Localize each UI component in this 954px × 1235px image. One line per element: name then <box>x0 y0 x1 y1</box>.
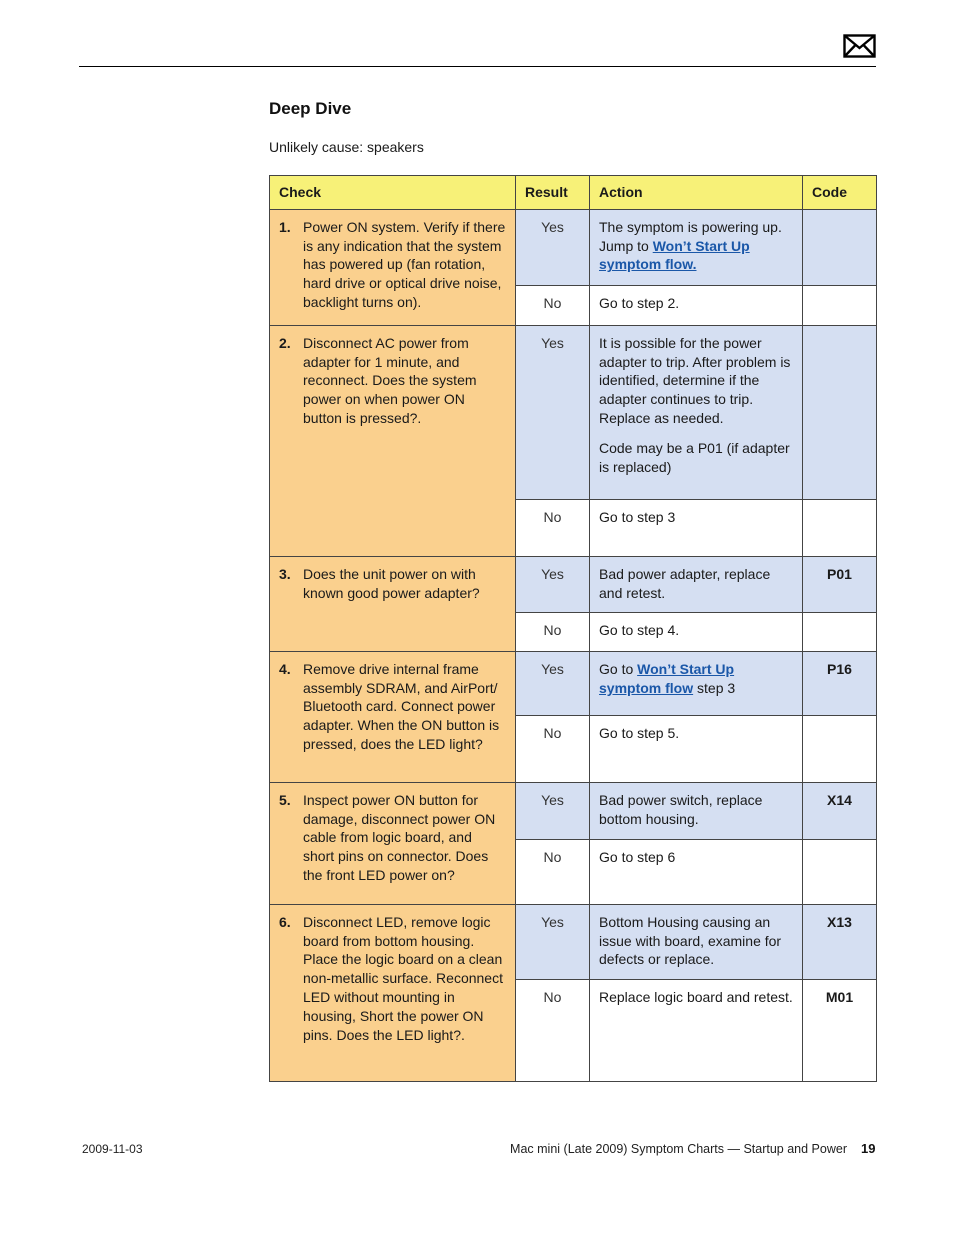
table-row <box>270 209 877 285</box>
result-cell: No <box>516 499 590 556</box>
step-number: 5. <box>279 791 291 808</box>
footer-doc-title: Mac mini (Late 2009) Symptom Charts — Startup and Power <box>510 1142 847 1156</box>
result-cell: Yes <box>516 556 590 612</box>
step-check-text: Inspect power ON button for damage, disconnect power ON cable from logic board, and short pins on connector. Does the front LED power on? <box>303 791 496 883</box>
table-header-row <box>270 176 877 210</box>
action-text: The symptom is powering up. Jump to <box>599 218 782 254</box>
step-number: 3. <box>279 565 291 582</box>
step-number: 6. <box>279 913 291 930</box>
mail-envelope-icon[interactable] <box>843 34 876 58</box>
table-row <box>270 325 877 499</box>
action-cell: Replace logic board and retest. <box>590 979 803 1081</box>
code-cell <box>803 325 877 499</box>
page-title: Deep Dive <box>269 99 352 118</box>
result-cell: Yes <box>516 325 590 499</box>
column-header-check: Check <box>270 176 516 210</box>
check-cell <box>270 782 516 904</box>
action-cell: Go to step 5. <box>590 715 803 782</box>
result-cell: Yes <box>516 651 590 715</box>
result-cell: Yes <box>516 904 590 979</box>
action-cell: Go to step 3 <box>590 499 803 556</box>
action-text: step 3 <box>693 679 736 696</box>
action-cell: Go to step 4. <box>590 612 803 651</box>
check-cell <box>270 651 516 782</box>
action-cell <box>590 209 803 285</box>
action-cell: Go to step 2. <box>590 285 803 325</box>
step-check-text: Does the unit power on with known good power adapter? <box>303 565 480 601</box>
check-cell <box>270 556 516 651</box>
code-cell <box>803 285 877 325</box>
column-header-code: Code <box>803 176 877 210</box>
code-cell: P01 <box>803 556 877 612</box>
code-cell <box>803 839 877 904</box>
action-text: Go to <box>599 660 638 677</box>
action-cell: Bad power switch, replace bottom housing. <box>590 782 803 839</box>
page-subtitle: Unlikely cause: speakers <box>269 139 424 155</box>
symptom-chart-table <box>269 175 877 1082</box>
result-cell: No <box>516 715 590 782</box>
action-text: It is possible for the power adapter to trip. After problem is identified, determine if the adapter continues to trip. Replace as needed. <box>599 334 791 426</box>
action-note: Code may be a P01 (if adapter is replaced) <box>599 439 790 475</box>
step-check-text: Disconnect AC power from adapter for 1 minute, and reconnect. Does the system power on when power ON button is pressed?. <box>303 334 477 426</box>
code-cell: P16 <box>803 651 877 715</box>
action-cell: Bottom Housing causing an issue with board, examine for defects or replace. <box>590 904 803 979</box>
action-cell <box>590 325 803 499</box>
column-header-action: Action <box>590 176 803 210</box>
code-cell: M01 <box>803 979 877 1081</box>
step-check-text: Disconnect LED, remove logic board from bottom housing. Place the logic board on a clean non-metallic surface. Reconnect LED without mounting in housing, Short the power ON pins. Does the LED light?. <box>303 913 503 1043</box>
code-cell <box>803 612 877 651</box>
step-number: 2. <box>279 334 291 351</box>
page-number: 19 <box>861 1141 876 1156</box>
table-row <box>270 651 877 715</box>
result-cell: No <box>516 285 590 325</box>
column-header-result: Result <box>516 176 590 210</box>
code-cell <box>803 209 877 285</box>
action-cell: Bad power adapter, replace and retest. <box>590 556 803 612</box>
code-cell: X14 <box>803 782 877 839</box>
result-cell: Yes <box>516 782 590 839</box>
wont-start-up-link[interactable]: Won’t Start Up symptom flow. <box>599 237 750 273</box>
action-cell: Go to step 6 <box>590 839 803 904</box>
header-rule <box>79 66 876 67</box>
step-number: 4. <box>279 660 291 677</box>
check-cell <box>270 904 516 1081</box>
table-row <box>270 782 877 839</box>
result-cell: No <box>516 979 590 1081</box>
step-number: 1. <box>279 218 291 235</box>
check-cell <box>270 325 516 556</box>
footer-date: 2009-11-03 <box>82 1142 143 1156</box>
wont-start-up-link[interactable]: Won’t Start Up symptom flow <box>599 660 735 696</box>
code-cell <box>803 715 877 782</box>
action-cell <box>590 651 803 715</box>
table-row <box>270 904 877 979</box>
step-check-text: Power ON system. Verify if there is any indication that the system has powered up (fan rotation, hard drive or optical drive noise, backlight turns on). <box>303 218 506 310</box>
table-row <box>270 556 877 612</box>
step-check-text: Remove drive internal frame assembly SDRAM, and AirPort/ Bluetooth card. Connect power adapter. When the ON button is pressed, does the LED light? <box>303 660 500 752</box>
result-cell: Yes <box>516 209 590 285</box>
code-cell: X13 <box>803 904 877 979</box>
check-cell <box>270 209 516 325</box>
code-cell <box>803 499 877 556</box>
result-cell: No <box>516 612 590 651</box>
result-cell: No <box>516 839 590 904</box>
